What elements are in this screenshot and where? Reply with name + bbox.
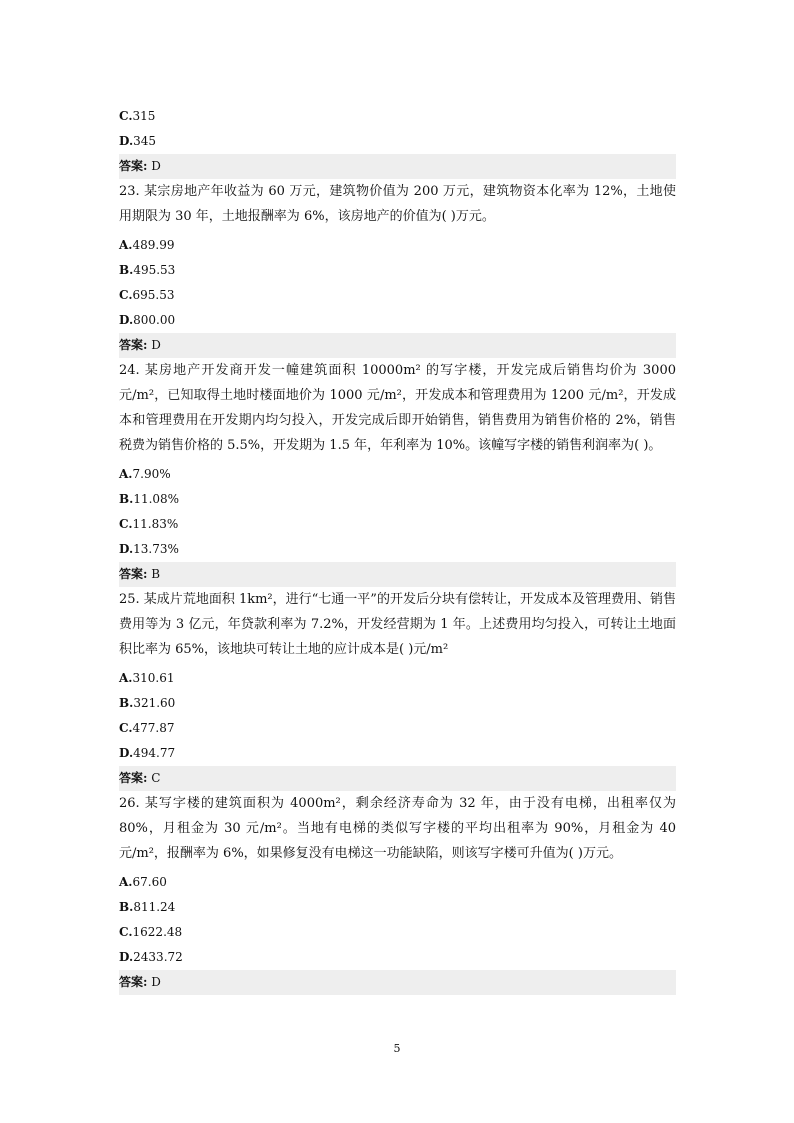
- answer-option: [119, 512, 676, 537]
- page-number: 5: [393, 1042, 401, 1055]
- option-letter: D.: [119, 313, 134, 327]
- option-value: 7.90%: [132, 467, 171, 481]
- answer-row: [119, 333, 676, 358]
- option-letter: A.: [119, 671, 133, 685]
- question-list: [119, 104, 676, 995]
- option-letter: A.: [119, 467, 133, 481]
- question-text: 26. 某写字楼的建筑面积为 4000m²，剩余经济寿命为 32 年，由于没有电梯，出租率仅为 80%，月租金为 30 元/m²。当地有电梯的类似写字楼的平均出租率为 90%，月租金为 40 元/m²，报酬率为 6%，如果修复没有电梯这一功能缺陷，则该写字楼可升值为( )万元。: [119, 796, 676, 861]
- answer-option: [119, 233, 676, 258]
- answer-row: [119, 154, 676, 179]
- answer-value: B: [151, 567, 161, 581]
- answer-option: [119, 104, 676, 129]
- answer-option: [119, 666, 676, 691]
- answer-row: [119, 970, 676, 995]
- answer-option: [119, 920, 676, 945]
- option-value: 494.77: [133, 746, 176, 760]
- option-value: 695.53: [132, 288, 175, 302]
- option-value: 477.87: [132, 721, 175, 735]
- answer-label: 答案:: [119, 159, 148, 173]
- option-value: 13.73%: [133, 542, 179, 556]
- answer-option: [119, 487, 676, 512]
- option-letter: A.: [119, 875, 133, 889]
- option-value: 800.00: [133, 313, 176, 327]
- answer-row: [119, 562, 676, 587]
- answer-label: 答案:: [119, 771, 148, 785]
- answer-label: 答案:: [119, 975, 148, 989]
- option-letter: A.: [119, 238, 133, 252]
- option-letter: D.: [119, 746, 134, 760]
- option-value: 345: [133, 134, 157, 148]
- answer-value: D: [151, 159, 161, 173]
- answer-value: D: [151, 975, 161, 989]
- option-letter: B.: [119, 900, 134, 914]
- answer-row: [119, 766, 676, 791]
- option-letter: C.: [119, 109, 133, 123]
- answer-option: [119, 462, 676, 487]
- option-value: 1622.48: [132, 925, 183, 939]
- option-value: 11.08%: [133, 492, 180, 506]
- option-value: 11.83%: [132, 517, 179, 531]
- option-value: 495.53: [133, 263, 176, 277]
- option-value: 67.60: [132, 875, 167, 889]
- answer-option: [119, 283, 676, 308]
- answer-option: [119, 716, 676, 741]
- option-value: 811.24: [133, 900, 176, 914]
- option-value: 315: [132, 109, 156, 123]
- option-value: 2433.72: [133, 950, 183, 964]
- answer-value: D: [151, 338, 161, 352]
- answer-option: [119, 895, 676, 920]
- answer-option: [119, 741, 676, 766]
- answer-option: [119, 258, 676, 283]
- option-letter: C.: [119, 288, 133, 302]
- answer-option: [119, 129, 676, 154]
- answer-option: [119, 691, 676, 716]
- option-letter: B.: [119, 492, 134, 506]
- option-letter: D.: [119, 134, 134, 148]
- question-text: 23. 某宗房地产年收益为 60 万元，建筑物价值为 200 万元，建筑物资本化率为 12%，土地使用期限为 30 年，土地报酬率为 6%，该房地产的价值为( )万元。: [119, 184, 676, 224]
- option-letter: C.: [119, 517, 133, 531]
- option-value: 310.61: [132, 671, 175, 685]
- option-letter: C.: [119, 721, 133, 735]
- option-letter: B.: [119, 696, 134, 710]
- answer-option: [119, 870, 676, 895]
- question-text: 25. 某成片荒地面积 1km²，进行“七通一平”的开发后分块有偿转让，开发成本及管理费用、销售费用等为 3 亿元，年贷款利率为 7.2%，开发经营期为 1 年。上述费用均匀投入，可转让土地面积比率为 65%，该地块可转让土地的应计成本是( )元/m²: [119, 592, 676, 657]
- answer-option: [119, 537, 676, 562]
- answer-option: [119, 308, 676, 333]
- option-letter: D.: [119, 542, 134, 556]
- option-letter: B.: [119, 263, 134, 277]
- answer-label: 答案:: [119, 567, 148, 581]
- answer-value: C: [151, 771, 161, 785]
- answer-label: 答案:: [119, 338, 148, 352]
- option-letter: C.: [119, 925, 133, 939]
- option-value: 489.99: [132, 238, 175, 252]
- option-value: 321.60: [133, 696, 176, 710]
- question-text: 24. 某房地产开发商开发一幢建筑面积 10000m² 的写字楼，开发完成后销售均价为 3000 元/m²，已知取得土地时楼面地价为 1000 元/m²，开发成本和管理费用为 1200 元/m²，开发成本和管理费用在开发期内均匀投入，开发完成后即开始销售，销售费用为销售价格的 2%，销售税费为销售价格的 5.5%，开发期为 1.5 年，年利率为 10%。该幢写字楼的销售利润率为( )。: [119, 363, 676, 453]
- answer-option: [119, 945, 676, 970]
- option-letter: D.: [119, 950, 134, 964]
